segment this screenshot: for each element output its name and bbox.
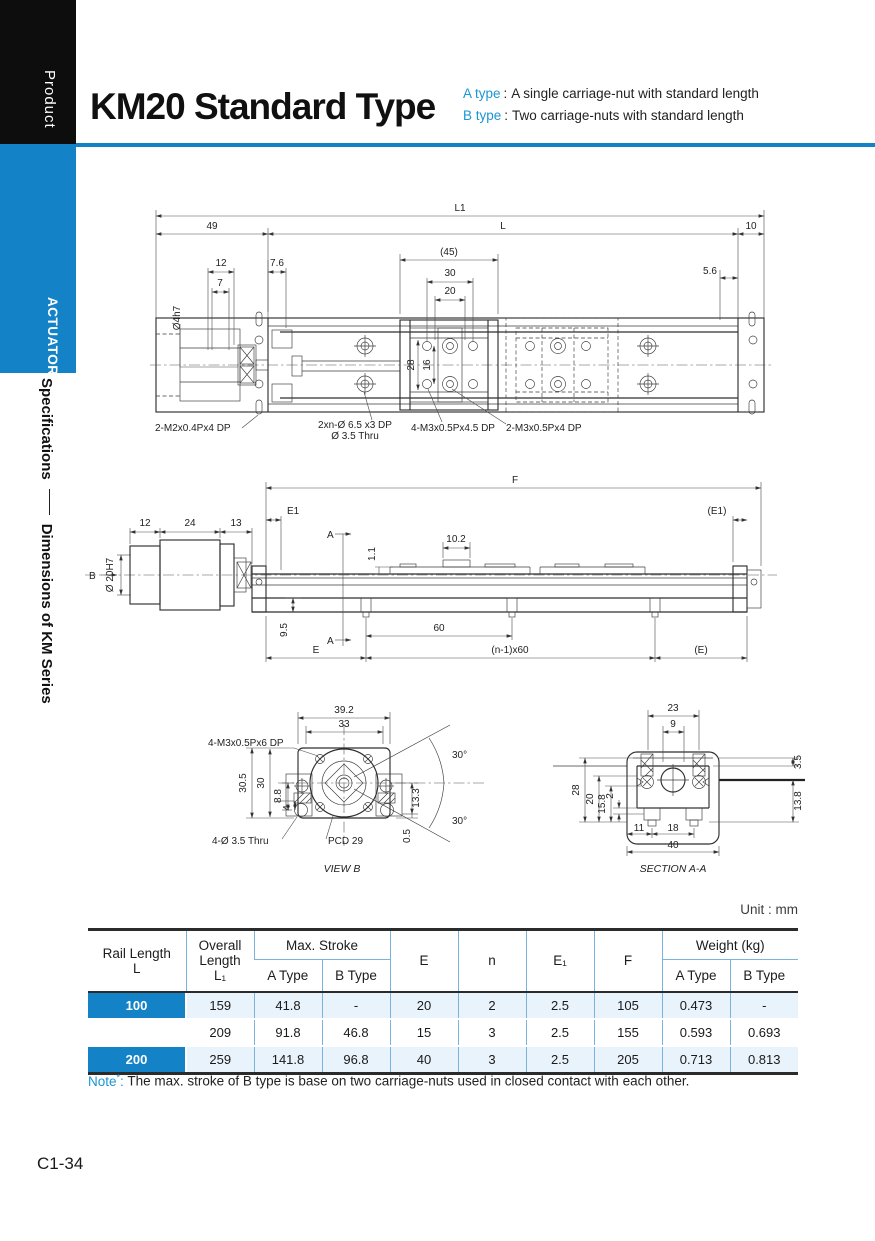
dim-7: 7 xyxy=(217,278,223,289)
rail-length-value: 200 xyxy=(88,1046,186,1074)
dim-11-sa: 11 xyxy=(633,823,645,834)
section-aa-dimensions xyxy=(571,703,804,875)
label-section-a-bottom: A xyxy=(327,636,334,647)
dim-95: 9.5 xyxy=(279,623,290,637)
col-header-stroke-a-type: A Type xyxy=(254,960,322,992)
footnote-text: The max. stroke of B type is base on two carriage-nuts used in closed contact with each other. xyxy=(127,1073,690,1089)
rail-length-value: 150 xyxy=(88,1019,186,1046)
dim-20: 20 xyxy=(444,286,456,297)
overall-length-value: 259 xyxy=(186,1046,254,1074)
dim-l1: L1 xyxy=(454,203,466,214)
type-a-colon: : xyxy=(503,86,508,101)
overall-length-value: 209 xyxy=(186,1019,254,1046)
dim-88: 8.8 xyxy=(273,789,284,803)
dim-20-sa: 20 xyxy=(585,793,596,805)
section-label-specifications: Specifications xyxy=(38,378,55,480)
footnote-label: Note*: xyxy=(88,1072,124,1089)
n-value: 2 xyxy=(458,992,526,1019)
top-view-body xyxy=(150,312,772,414)
type-b-description xyxy=(463,108,744,123)
section-vertical-label xyxy=(38,378,55,704)
f-value: 105 xyxy=(594,992,662,1019)
dim-11-plate: 1.1 xyxy=(367,547,378,561)
callout-rail-holes-line2: Ø 3.5 Thru xyxy=(331,431,379,442)
dim-49: 49 xyxy=(206,221,218,232)
specifications-table xyxy=(88,928,798,1075)
dim-05: 0.5 xyxy=(402,829,413,843)
f-value: 205 xyxy=(594,1046,662,1074)
top-view-callouts xyxy=(155,389,582,442)
e-value: 40 xyxy=(390,1046,458,1074)
callout-thru-holes: 4-Ø 3.5 Thru xyxy=(212,836,269,847)
dim-76: 7.6 xyxy=(270,258,284,269)
dim-30-vb: 30 xyxy=(256,777,267,789)
n-value: 3 xyxy=(458,1019,526,1046)
view-b-caption: VIEW B xyxy=(323,863,361,875)
col-header-rail-length xyxy=(88,930,186,992)
callout-pcd: PCD 29 xyxy=(328,836,364,847)
stroke-b-value: 46.8 xyxy=(322,1019,390,1046)
top-view-dimensions xyxy=(156,203,764,390)
n-value: 3 xyxy=(458,1046,526,1074)
dim-23: 23 xyxy=(667,703,679,714)
overall-line1: Overall xyxy=(198,938,242,954)
dim-sv-24: 24 xyxy=(184,518,196,529)
view-b-body xyxy=(278,724,487,846)
top-view-drawing xyxy=(150,200,772,440)
rail-length-line1: Rail Length xyxy=(102,945,171,961)
side-view-drawing xyxy=(85,470,777,698)
callout-rail-holes-line1: 2xn-Ø 6.5 x3 DP xyxy=(318,420,392,431)
e-value: 20 xyxy=(390,992,458,1019)
table-row xyxy=(88,1046,798,1074)
dim-18-sa: 18 xyxy=(667,823,679,834)
section-label-dimensions: Dimensions of KM Series xyxy=(38,523,55,704)
type-b-colon: : xyxy=(504,108,509,123)
page-number: C1-34 xyxy=(37,1154,84,1173)
dim-4: 4 xyxy=(282,805,293,811)
type-b-text: Two carriage-nuts with standard length xyxy=(512,108,744,123)
stroke-a-value: 141.8 xyxy=(254,1046,322,1074)
weight-b-value: - xyxy=(730,992,798,1019)
angle-bottom: 30° xyxy=(452,816,468,827)
type-a-label: A type xyxy=(463,86,501,101)
actuator-tab xyxy=(0,144,76,373)
dim-e1: E1 xyxy=(287,506,300,517)
e1-value: 2.5 xyxy=(526,1046,594,1074)
dim-f: F xyxy=(511,475,519,486)
weight-a-value: 0.713 xyxy=(662,1046,730,1074)
col-header-n: n xyxy=(458,930,526,992)
callout-m3-flange: 4-M3x0.5Px6 DP xyxy=(208,738,284,749)
page-title: KM20 Standard Type xyxy=(90,86,436,127)
stroke-b-value: - xyxy=(322,992,390,1019)
product-tab-label: Product xyxy=(41,70,58,129)
dim-35: 3.5 xyxy=(793,755,804,769)
dim-40: 40 xyxy=(667,840,679,851)
e1-value: 2.5 xyxy=(526,992,594,1019)
weight-a-value: 0.593 xyxy=(662,1019,730,1046)
product-tab xyxy=(0,0,76,144)
overall-line3: L₁ xyxy=(213,968,227,984)
dim-305: 30.5 xyxy=(238,773,249,793)
callout-m2-screws: 2-M2x0.4Px4 DP xyxy=(155,423,231,434)
overall-length-value: 159 xyxy=(186,992,254,1019)
footnote xyxy=(88,1072,689,1089)
dim-133: 13.3 xyxy=(411,788,422,808)
dim-56: 5.6 xyxy=(703,266,717,277)
dim-158: 15.8 xyxy=(597,794,608,814)
rail-length-value: 100 xyxy=(88,992,186,1019)
overall-line2: Length xyxy=(199,953,241,969)
label-section-a-top: A xyxy=(327,530,334,541)
dim-9: 9 xyxy=(670,719,676,730)
type-b-label: B type xyxy=(463,108,502,123)
dim-e1-paren: (E1) xyxy=(707,506,727,517)
section-aa-caption: SECTION A-A xyxy=(639,863,707,875)
dim-28: 28 xyxy=(406,359,417,371)
dim-60: 60 xyxy=(433,623,445,634)
header-divider xyxy=(76,143,875,147)
col-header-weight: Weight (kg) xyxy=(662,930,798,960)
dim-392: 39.2 xyxy=(334,705,354,716)
col-header-stroke-b-type: B Type xyxy=(322,960,390,992)
col-header-f: F xyxy=(594,930,662,992)
dim-16: 16 xyxy=(422,359,433,371)
table-row xyxy=(88,1019,798,1046)
dim-sv-12: 12 xyxy=(139,518,151,529)
col-header-e1: E₁ xyxy=(526,930,594,992)
dim-shaft-dia: Ø4h7 xyxy=(172,305,183,331)
col-header-overall-length xyxy=(186,930,254,992)
dim-28-sa: 28 xyxy=(571,784,582,796)
dim-l: L xyxy=(500,221,506,232)
col-header-weight-b-type: B Type xyxy=(730,960,798,992)
dim-12: 12 xyxy=(215,258,227,269)
rail-length-line2: L xyxy=(132,960,141,976)
dim-138: 13.8 xyxy=(793,791,804,811)
dim-e: E xyxy=(312,645,320,656)
weight-a-value: 0.473 xyxy=(662,992,730,1019)
dim-102: 10.2 xyxy=(446,534,466,545)
unit-label: Unit : mm xyxy=(740,902,798,917)
side-view-body xyxy=(85,534,777,646)
f-value: 155 xyxy=(594,1019,662,1046)
actuator-tab-label: ACTUATOR xyxy=(45,297,60,376)
e-value: 15 xyxy=(390,1019,458,1046)
side-view-dimensions xyxy=(89,475,761,662)
dim-33: 33 xyxy=(338,719,350,730)
section-aa-drawing xyxy=(553,696,828,886)
dim-2: 2 xyxy=(605,793,616,799)
col-header-weight-a-type: A Type xyxy=(662,960,730,992)
stroke-a-value: 91.8 xyxy=(254,1019,322,1046)
section-label-separator xyxy=(49,489,50,515)
stroke-a-value: 41.8 xyxy=(254,992,322,1019)
weight-b-value: 0.813 xyxy=(730,1046,798,1074)
type-a-description xyxy=(463,86,759,101)
type-a-text: A single carriage-nut with standard length xyxy=(511,86,759,101)
callout-m3-center: 2-M3x0.5Px4 DP xyxy=(506,423,582,434)
view-b-drawing xyxy=(182,696,507,886)
table-row xyxy=(88,992,798,1019)
angle-top: 30° xyxy=(452,750,468,761)
label-view-b-arrow: B xyxy=(89,571,96,582)
dim-10: 10 xyxy=(745,221,757,232)
dim-e-paren: (E) xyxy=(694,645,708,656)
e1-value: 2.5 xyxy=(526,1019,594,1046)
col-header-max-stroke: Max. Stroke xyxy=(254,930,390,960)
callout-m3-carriage: 4-M3x0.5Px4.5 DP xyxy=(411,423,495,434)
weight-b-value: 0.693 xyxy=(730,1019,798,1046)
dim-45: (45) xyxy=(440,247,458,258)
dim-sv-13: 13 xyxy=(230,518,242,529)
dim-bore: Ø 20H7 xyxy=(105,557,116,593)
col-header-e: E xyxy=(390,930,458,992)
dim-n60: (n-1)x60 xyxy=(491,645,529,656)
stroke-b-value: 96.8 xyxy=(322,1046,390,1074)
dim-30: 30 xyxy=(444,268,456,279)
